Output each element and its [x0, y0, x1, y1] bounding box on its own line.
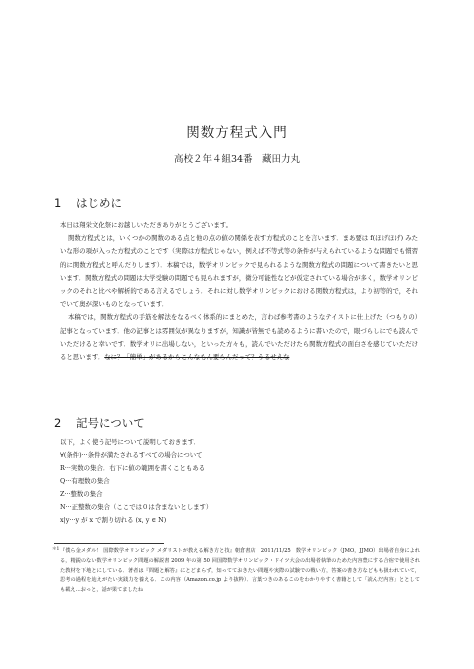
- intro-paragraph-3: [60, 311, 418, 364]
- section-title: 記号について: [76, 416, 145, 430]
- notation-item: Q···有理数の集合: [60, 477, 110, 485]
- notation-item: ∀(条件)···条件が満たされるすべての場合について: [60, 451, 203, 459]
- footnote-text: 『僕ら金メダル！ 国際数学オリンピック メダリストが教える解き方と技』朝倉書店 2011/11/25 数学オリンピック（JMO，JJMO）出場者自身によれる，精鋭のない数学オリンピック問題の解説書 2009 年の第 50 回国際数学オリンピック・ドイツ大会の出場者執筆のためた内容豊にする合宿で使用された教材を下地とにしている．著者は『問題と解答』にとどまらず，知ってておきたい問題や実際の試験での戦い方，答案の書き方などもも扱われていて，思考の過程を辿えがたい実践力を養える．この内容（Amazon.co.jp より抜粋）．言葉つきのあるこのをわかりやすく書籍として「読んだ内容」ととしても載え…おっと，話が果てましたね: [60, 548, 420, 594]
- footnote: [52, 547, 420, 596]
- notation-lead: 以下，よく使う記号について説明しておきます．: [60, 438, 200, 446]
- section-number: 1: [54, 196, 62, 210]
- intro-paragraph-1: 本日は翔栄文化祭にお越しいただきありがとうございます。: [60, 221, 233, 229]
- intro-paragraph-2: 関数方程式とは，いくつかの関数のある点と他の点の値の関係を表す方程式のことを言います．まあ要は f(ほげほげ) みたいな形の項が入った方程式のことです（実際は方程式じゃない，例えば不等式等の条件が与えられているような問題でも慣習的に関数方程式と呼んだりします）．本稿では，数学オリンピックで見られるような関数方程式の問題について書きたいと思います．関数方程式の問題は大学受験の問題でも見られますが，微分可能性などが仮定されている場合が多く，数学オリンピックのそれと比べや解析的である言えるでしょう．それに対し数学オリンピックにおける関数方程式は，より初等的で，それでいて奥が深いものとなっています．: [60, 234, 418, 309]
- notation-list: [60, 436, 418, 527]
- footnote-divider: [54, 543, 164, 544]
- footnote-mark: ＊1: [52, 547, 60, 552]
- intro-paragraph-3-text: 本稿では，関数方程式の手筋を解法をなるべく体系的にまとめた，言わば参考書のようなテイストに仕上げた（つもりの）記事となっています．他の記事とは雰囲気が異なりますが，知識が皆無でも読めるように書いたので，眼づらしにでも読んでいただけると幸いです．数学オリに出場しない，といった方々も，読んでいただけたら関数方程式の面白さを感じていただけると思います．: [60, 313, 418, 362]
- section-heading-2: [54, 415, 145, 431]
- section-number: 2: [54, 416, 62, 430]
- notation-item: Z···整数の集合: [60, 490, 103, 498]
- section-title: はじめに: [76, 196, 122, 210]
- notation-item: x|y···y が x で割り切れる (x, y ∈ N): [60, 516, 167, 524]
- notation-item: N···正整数の集合（ここでは０は含まないとします）: [60, 503, 213, 511]
- paper-title: 関数方程式入門: [186, 125, 288, 141]
- section-heading-1: [54, 195, 122, 211]
- author-line: 高校２年４組34番 藏田力丸: [173, 154, 301, 165]
- intro-section-body: [60, 219, 418, 364]
- struck-remark: なに？「簡単」があるからこんなもん要らんだって？うるせえな: [104, 353, 290, 362]
- notation-item: R···実数の集合．右下に値の範囲を書くこともある: [60, 464, 206, 472]
